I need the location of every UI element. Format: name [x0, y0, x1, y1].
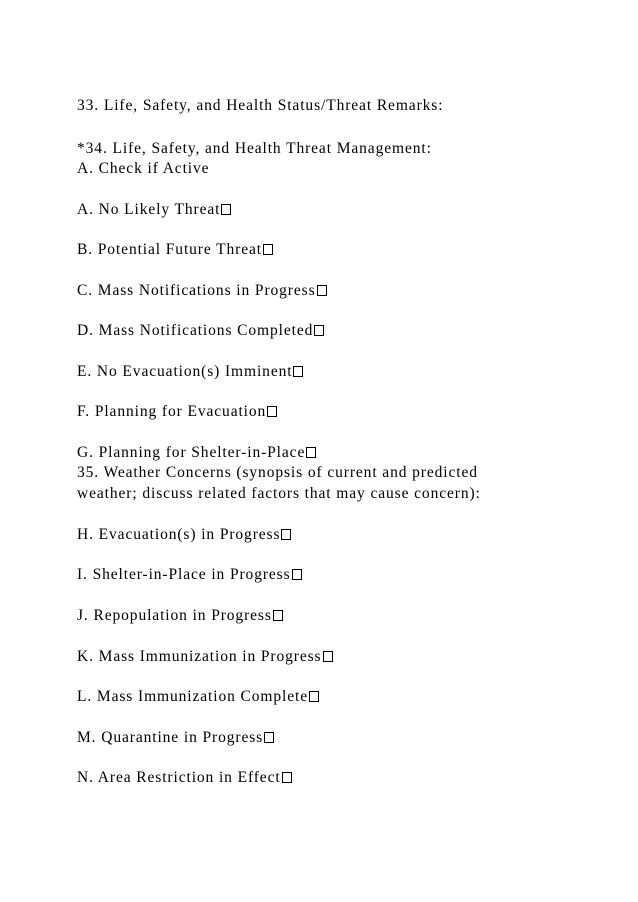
checkbox[interactable] — [221, 204, 231, 215]
checkbox[interactable] — [264, 732, 274, 743]
option-shelter-in-place-in-progress — [77, 565, 302, 585]
option-mass-notifications-completed — [77, 321, 324, 341]
option-quarantine-in-progress — [77, 728, 274, 748]
checkbox[interactable] — [281, 529, 291, 540]
option-label: G. Planning for Shelter-in-Place — [77, 444, 306, 461]
option-mass-notifications-in-progress — [77, 281, 327, 301]
option-potential-future-threat — [77, 240, 273, 260]
checkbox[interactable] — [293, 366, 303, 377]
option-label: C. Mass Notifications in Progress — [77, 282, 316, 299]
checkbox[interactable] — [306, 447, 316, 458]
option-no-likely-threat — [77, 200, 231, 220]
option-label: I. Shelter-in-Place in Progress — [77, 566, 291, 583]
remarks-heading: 33. Life, Safety, and Health Status/Threat Remarks: — [77, 97, 444, 114]
option-label: L. Mass Immunization Complete — [77, 688, 309, 705]
option-label: N. Area Restriction in Effect — [77, 769, 281, 786]
option-label: F. Planning for Evacuation — [77, 403, 267, 420]
checkbox[interactable] — [317, 285, 327, 296]
checkbox[interactable] — [323, 651, 333, 662]
weather-heading-line-1: 35. Weather Concerns (synopsis of current and predicted — [77, 464, 478, 481]
option-label: H. Evacuation(s) in Progress — [77, 526, 281, 543]
option-mass-immunization-in-progress — [77, 647, 333, 667]
option-no-evacuation-imminent — [77, 362, 303, 382]
weather-heading-line-2: weather; discuss related factors that may cause concern): — [77, 485, 481, 502]
checkbox[interactable] — [267, 406, 277, 417]
check-if-active-label: A. Check if Active — [77, 160, 210, 177]
checkbox[interactable] — [263, 244, 273, 255]
option-evacuation-in-progress — [77, 525, 291, 545]
option-repopulation-in-progress — [77, 606, 283, 626]
checkbox[interactable] — [292, 569, 302, 580]
option-label: M. Quarantine in Progress — [77, 729, 264, 746]
option-label: K. Mass Immunization in Progress — [77, 648, 322, 665]
option-area-restriction-in-effect — [77, 768, 292, 788]
threat-management-heading: *34. Life, Safety, and Health Threat Management: — [77, 140, 432, 157]
option-planning-for-evacuation — [77, 402, 277, 422]
option-label: A. No Likely Threat — [77, 201, 221, 218]
option-label: D. Mass Notifications Completed — [77, 322, 314, 339]
option-label: B. Potential Future Threat — [77, 241, 262, 258]
checkbox[interactable] — [282, 772, 292, 783]
option-planning-for-shelter-in-place — [77, 443, 316, 463]
option-label: E. No Evacuation(s) Imminent — [77, 363, 293, 380]
checkbox[interactable] — [309, 691, 319, 702]
option-label: J. Repopulation in Progress — [77, 607, 272, 624]
checkbox[interactable] — [314, 325, 324, 336]
checkbox[interactable] — [273, 610, 283, 621]
option-mass-immunization-complete — [77, 687, 319, 707]
